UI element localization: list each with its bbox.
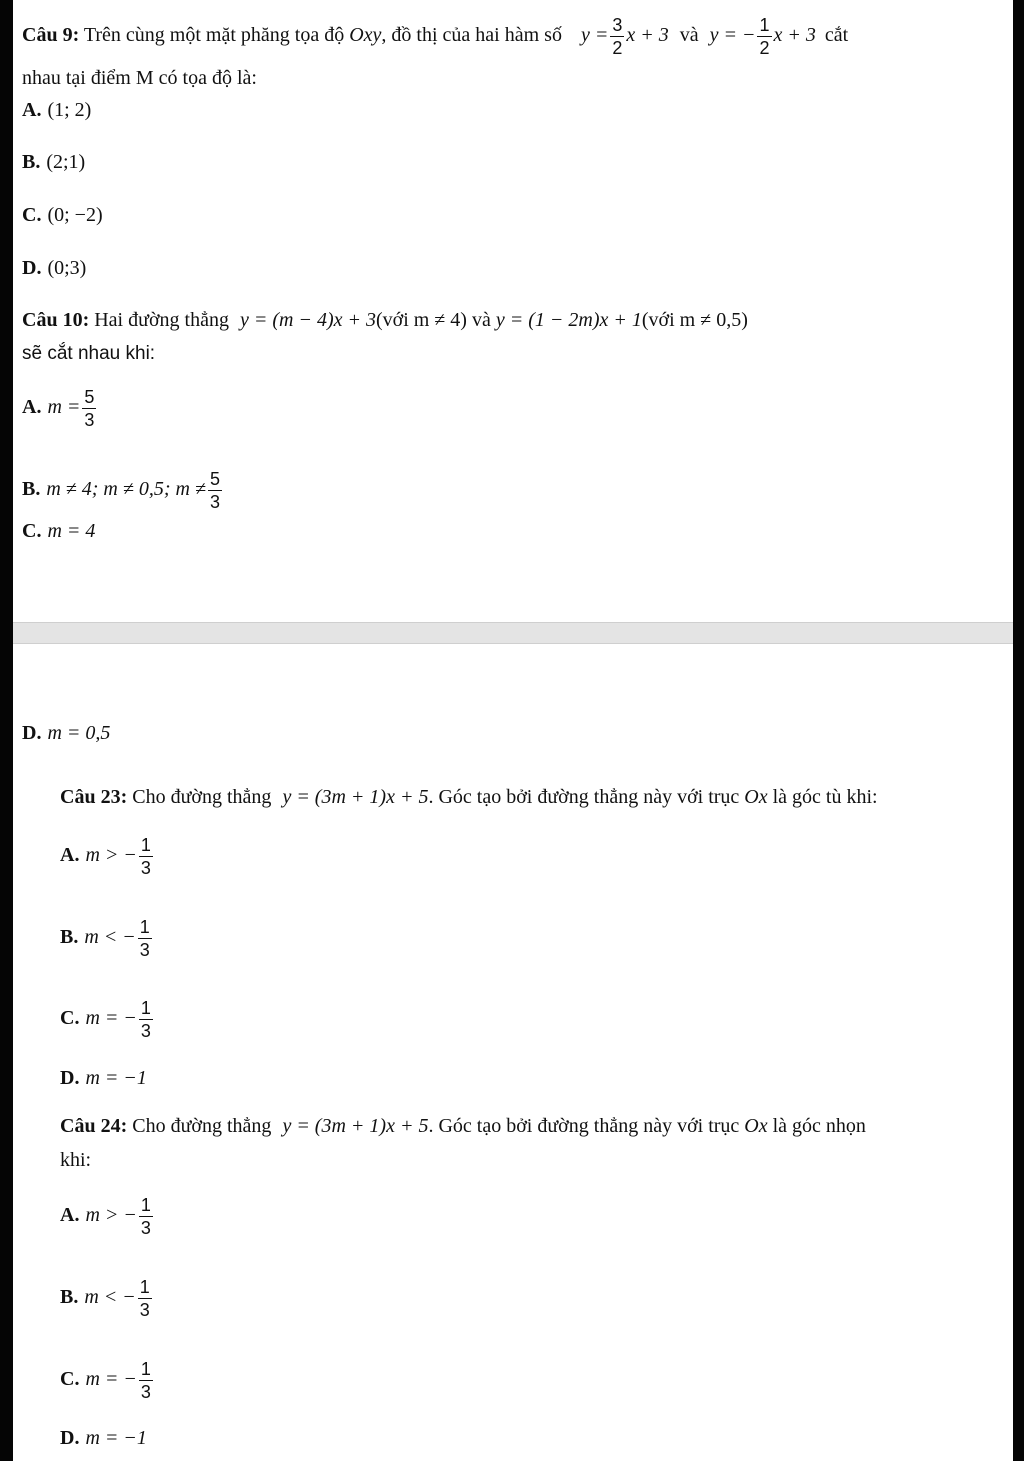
- q9-f1-lhs: y =: [580, 24, 609, 47]
- q10-option-b: [22, 470, 224, 511]
- q10-cond2: (với m ≠ 0,5): [641, 309, 748, 331]
- q24-option-b-frac: [138, 1278, 152, 1319]
- q10-option-c: [22, 519, 95, 543]
- q23-option-a: [60, 836, 155, 877]
- q24-stem-line2: khi:: [60, 1149, 92, 1171]
- q9-f1-den: 2: [612, 38, 623, 58]
- q24-option-d-value: m = −1: [85, 1427, 147, 1449]
- q10-stem-line2: sẽ cắt nhau khi:: [22, 343, 156, 364]
- q23-option-a-num: 1: [140, 835, 151, 855]
- q10-option-b-lhs: m ≠ 4; m ≠ 0,5; m ≠: [46, 478, 206, 501]
- page-separator: [13, 622, 1013, 644]
- q9-option-b-label: B.: [22, 151, 41, 173]
- q23-option-b-frac: [138, 918, 152, 959]
- q24-option-a-lhs: m > −: [85, 1204, 137, 1227]
- q9-option-d-label: D.: [22, 257, 42, 279]
- q23-option-c-label: C.: [60, 1007, 80, 1030]
- q23-option-a-frac: [139, 836, 153, 877]
- q9-stem-line2: nhau tại điểm M có tọa độ là:: [22, 67, 257, 89]
- q10-stem-line1: [22, 308, 748, 332]
- q9-option-c-label: C.: [22, 204, 42, 226]
- q9-f2-den: 2: [759, 38, 770, 58]
- q9-oxy: Oxy: [349, 24, 382, 47]
- q24-option-b-lhs: m < −: [84, 1286, 136, 1309]
- q9-option-b-value: (2;1): [46, 151, 86, 173]
- q23-option-b-num: 1: [139, 917, 150, 937]
- q9-f2-lhs: y = −: [709, 24, 756, 47]
- q23-label: Câu 23:: [60, 786, 128, 808]
- q10-cond1: (với m ≠ 4): [375, 309, 467, 331]
- q10-option-d-label: D.: [22, 722, 42, 744]
- q24-option-c-num: 1: [140, 1359, 151, 1379]
- q9-text2: , đồ thị của hai hàm số: [381, 24, 562, 47]
- q23-option-a-den: 3: [140, 858, 151, 878]
- q24-option-b: [60, 1278, 154, 1319]
- q24-label: Câu 24:: [60, 1115, 128, 1137]
- q9-f1-rhs: x + 3: [626, 24, 669, 47]
- q23-option-c-frac: [139, 999, 153, 1040]
- q24-option-d-label: D.: [60, 1427, 80, 1449]
- q23-option-b-label: B.: [60, 926, 79, 949]
- q23-option-c-num: 1: [140, 998, 151, 1018]
- q10-option-d-value: m = 0,5: [47, 722, 111, 744]
- q23-option-d-value: m = −1: [85, 1067, 147, 1089]
- q24-option-c: [60, 1360, 155, 1401]
- q24-option-c-frac: [139, 1360, 153, 1401]
- q23-ox: Ox: [744, 786, 768, 808]
- q24-eq: y = (3m + 1)x + 5: [282, 1115, 429, 1137]
- q24-text2: . Góc tạo bởi đường thẳng này với trục: [428, 1115, 740, 1137]
- q9-option-c-value: (0; −2): [47, 204, 103, 226]
- right-frame-border: [1013, 0, 1024, 1461]
- q23-option-b-den: 3: [139, 940, 150, 960]
- q9-f2-rhs: x + 3: [773, 24, 816, 47]
- q23-option-c-den: 3: [140, 1021, 151, 1041]
- q23-text1: Cho đường thẳng: [132, 786, 272, 808]
- q24-option-b-num: 1: [139, 1277, 150, 1297]
- q10-option-c-label: C.: [22, 520, 42, 542]
- q10-option-b-label: B.: [22, 478, 41, 501]
- q24-ox: Ox: [744, 1115, 768, 1137]
- q24-stem-line1: [60, 1114, 866, 1138]
- q10-option-b-num: 5: [209, 469, 220, 489]
- q24-option-b-den: 3: [139, 1300, 150, 1320]
- q9-stem-line1: [22, 16, 848, 57]
- q10-option-a-den: 3: [84, 410, 95, 430]
- q24-option-a-frac: [139, 1196, 153, 1237]
- q10-text1: Hai đường thẳng: [94, 309, 229, 331]
- q10-eq2: y = (1 − 2m)x + 1: [495, 309, 642, 331]
- q24-option-a-num: 1: [140, 1195, 151, 1215]
- q23-option-a-label: A.: [60, 844, 80, 867]
- q9-option-a: [22, 98, 91, 122]
- q10-option-a-num: 5: [84, 387, 95, 407]
- q9-option-a-value: (1; 2): [47, 99, 92, 121]
- q24-option-c-lhs: m = −: [85, 1368, 137, 1391]
- q10-label: Câu 10:: [22, 309, 90, 331]
- q23-stem: [60, 785, 878, 809]
- q10-va: và: [471, 309, 491, 331]
- q24-option-b-label: B.: [60, 1286, 79, 1309]
- q10-option-a-label: A.: [22, 396, 42, 419]
- q10-option-d: [22, 721, 110, 745]
- q23-option-d: [60, 1066, 147, 1090]
- q23-option-d-label: D.: [60, 1067, 80, 1089]
- q9-option-d-value: (0;3): [47, 257, 87, 279]
- q10-option-a-frac: [82, 388, 96, 429]
- q24-option-d: [60, 1426, 147, 1450]
- q9-tail: cắt: [824, 24, 849, 47]
- q9-f2-frac: [757, 16, 771, 57]
- q24-text3: là góc nhọn: [772, 1115, 866, 1137]
- q24-option-c-den: 3: [140, 1382, 151, 1402]
- q24-option-c-label: C.: [60, 1368, 80, 1391]
- q23-text2: . Góc tạo bởi đường thẳng này với trục: [428, 786, 740, 808]
- q24-option-a-den: 3: [140, 1218, 151, 1238]
- q10-option-b-den: 3: [209, 492, 220, 512]
- q10-option-c-value: m = 4: [47, 520, 96, 542]
- q9-option-c: [22, 203, 103, 227]
- q23-option-a-lhs: m > −: [85, 844, 137, 867]
- q24-text1: Cho đường thẳng: [132, 1115, 272, 1137]
- q23-eq: y = (3m + 1)x + 5: [282, 786, 429, 808]
- left-frame-border: [0, 0, 13, 1461]
- q23-text3: là góc tù khi:: [772, 786, 878, 808]
- q9-label: Câu 9:: [22, 24, 80, 47]
- q10-option-b-frac: [208, 470, 222, 511]
- q9-f2-num: 1: [759, 15, 770, 35]
- q9-option-d: [22, 256, 86, 280]
- q23-option-b-lhs: m < −: [84, 926, 136, 949]
- q23-option-b: [60, 918, 154, 959]
- q23-option-c: [60, 999, 155, 1040]
- q23-option-c-lhs: m = −: [85, 1007, 137, 1030]
- q24-option-a-label: A.: [60, 1204, 80, 1227]
- q9-va: và: [679, 24, 699, 47]
- q10-option-a-lhs: m =: [47, 396, 81, 419]
- q9-option-b: [22, 150, 85, 174]
- q9-option-a-label: A.: [22, 99, 42, 121]
- q9-f1-frac: [610, 16, 624, 57]
- q10-option-a: [22, 388, 98, 429]
- q9-text1: Trên cùng một mặt phăng tọa độ: [83, 24, 345, 47]
- q10-eq1: y = (m − 4)x + 3: [239, 309, 376, 331]
- q9-f1-num: 3: [612, 15, 623, 35]
- q24-option-a: [60, 1196, 155, 1237]
